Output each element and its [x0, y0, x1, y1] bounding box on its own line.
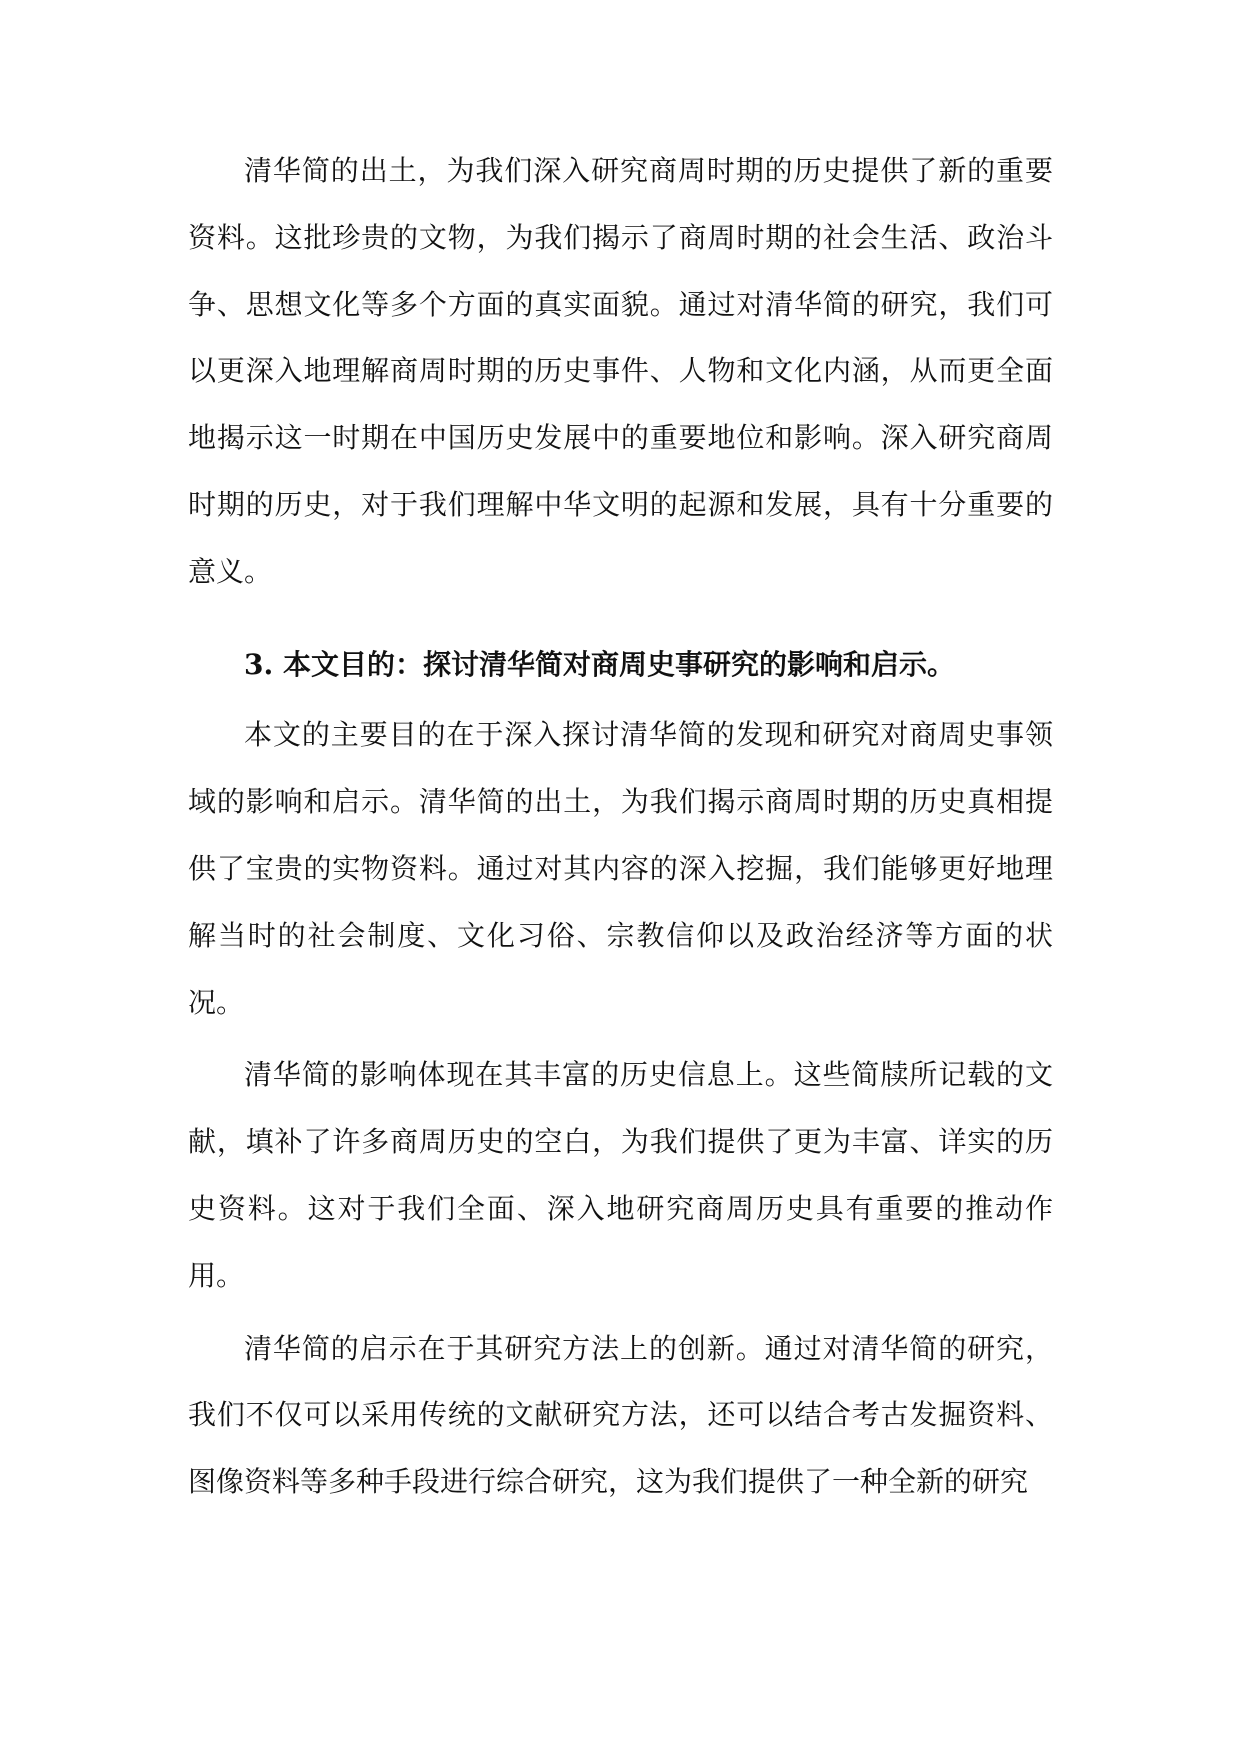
section-paragraph-purpose: 本文的主要目的在于深入探讨清华简的发现和研究对商周史事领域的影响和启示。清华简的出土，为我们揭示商周时期的历史真相提供了宝贵的实物资料。通过对其内容的深入挖掘，我们能够更好地理解当时的社会制度、文化习俗、宗教信仰以及政治经济等方面的状况。 — [188, 718, 1053, 1019]
section-heading: 3. 本文目的：探讨清华简对商周史事研究的影响和启示。 — [244, 647, 955, 681]
document-body — [188, 138, 1053, 1516]
section-paragraph-inspiration: 清华简的启示在于其研究方法上的创新。通过对清华简的研究，我们不仅可以采用传统的文献研究方法，还可以结合考古发掘资料、图像资料等多种手段进行综合研究，这为我们提供了一种全新的研究 — [188, 1331, 1053, 1499]
intro-paragraph: 清华简的出土，为我们深入研究商周时期的历史提供了新的重要资料。这批珍贵的文物，为我们揭示了商周时期的社会生活、政治斗争、思想文化等多个方面的真实面貌。通过对清华简的研究，我们可以更深入地理解商周时期的历史事件、人物和文化内涵，从而更全面地揭示这一时期在中国历史发展中的重要地位和影响。深入研究商周时期的历史，对于我们理解中华文明的起源和发展，具有十分重要的意义。 — [188, 154, 1053, 588]
section-paragraph-influence: 清华简的影响体现在其丰富的历史信息上。这些简牍所记载的文献，填补了许多商周历史的空白，为我们提供了更为丰富、详实的历史资料。这对于我们全面、深入地研究商周历史具有重要的推动作用。 — [188, 1058, 1053, 1292]
